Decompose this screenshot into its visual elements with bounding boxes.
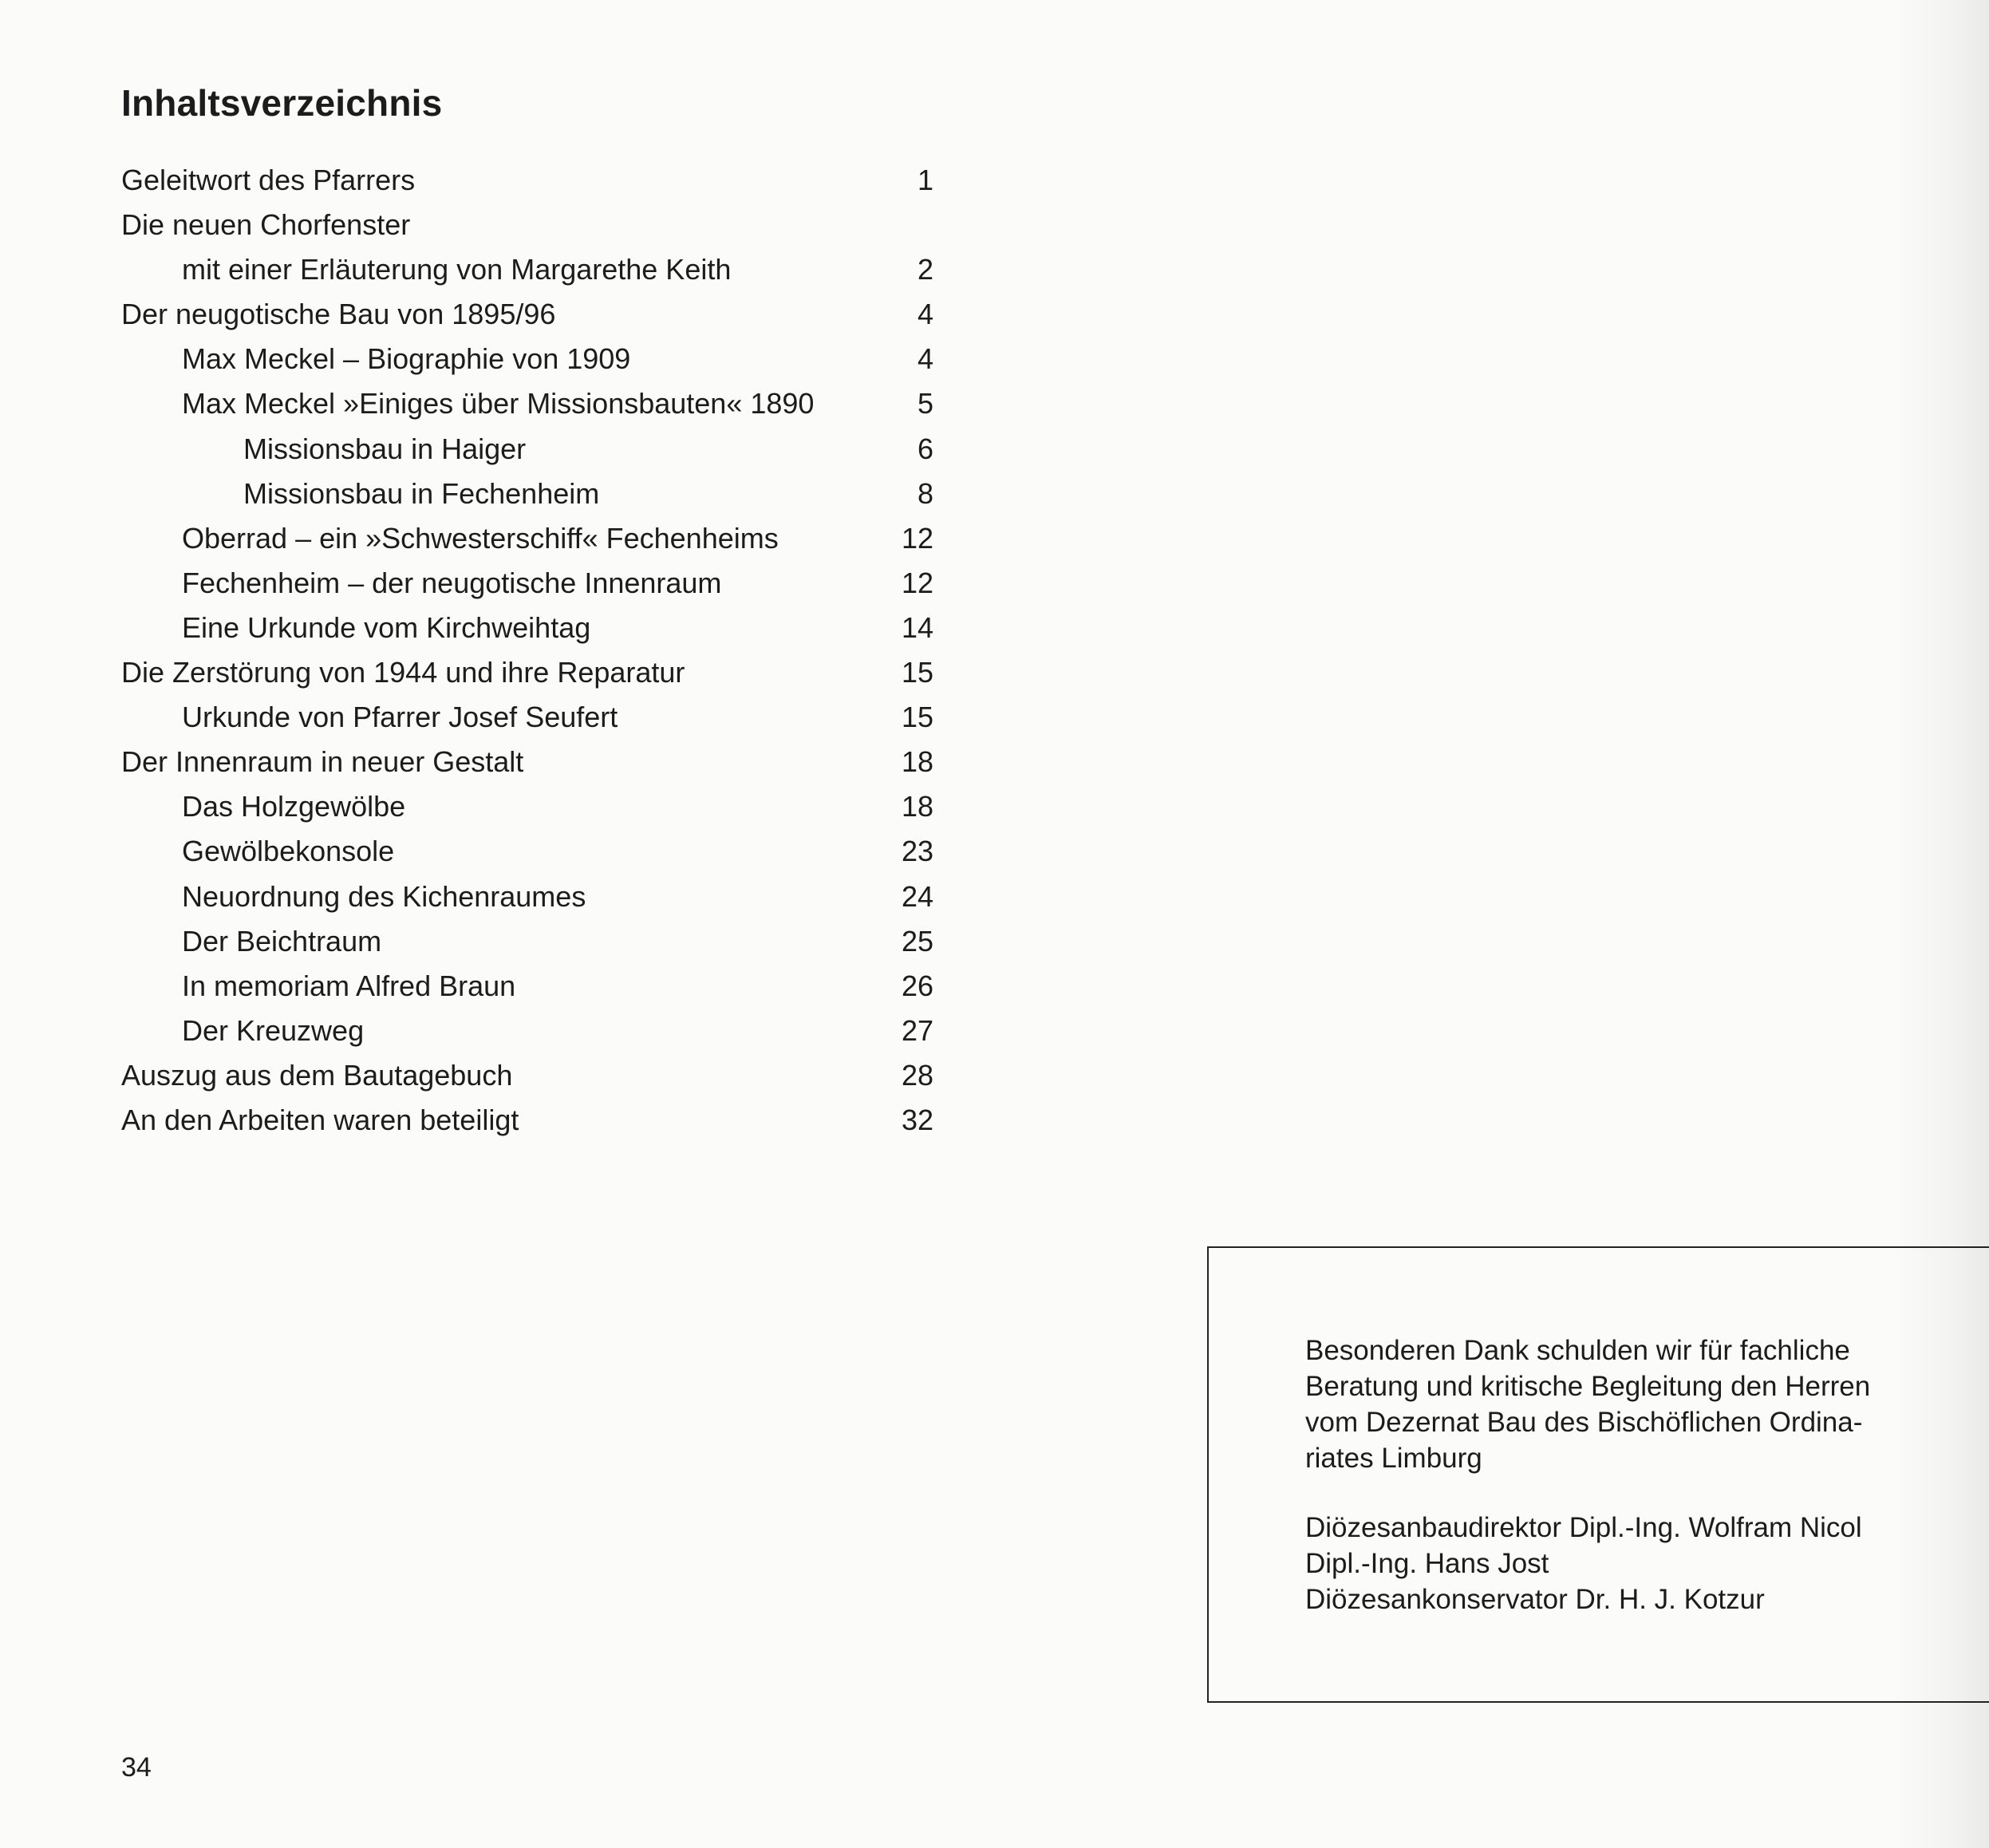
toc-entry bbox=[121, 427, 933, 472]
toc-entry bbox=[121, 516, 933, 561]
toc-entry bbox=[121, 740, 933, 784]
toc-entry-text: In memoriam Alfred Braun bbox=[182, 969, 516, 1002]
toc-entry-text: Die neuen Chorfenster bbox=[121, 208, 411, 242]
toc-entry-text: Neuordnung des Kichenraumes bbox=[182, 879, 586, 913]
toc-entry-page: 8 bbox=[917, 476, 933, 510]
toc-entry-page: 18 bbox=[901, 745, 933, 779]
toc-entry bbox=[121, 472, 933, 516]
acknowledgement-name: Diözesanbaudirektor Dipl.-Ing. Wolfram Nicol bbox=[1305, 1512, 1862, 1543]
toc-entry-page: 18 bbox=[901, 790, 933, 823]
toc-entry-text: Urkunde von Pfarrer Josef Seufert bbox=[182, 701, 618, 734]
toc-entry-text: Der Beichtraum bbox=[182, 924, 382, 958]
toc-entry bbox=[121, 784, 933, 829]
toc-entry bbox=[121, 964, 933, 1009]
acknowledgement-name: Diözesankonservator Dr. H. J. Kotzur bbox=[1305, 1584, 1765, 1615]
toc-entry-page: 14 bbox=[901, 610, 933, 644]
toc-entry bbox=[121, 1009, 933, 1053]
toc-entry bbox=[121, 203, 933, 247]
toc-list bbox=[121, 158, 933, 1143]
toc-entry-page: 1 bbox=[917, 164, 933, 196]
toc-entry-text: Geleitwort des Pfarrers bbox=[121, 164, 416, 196]
toc-entry-page: 4 bbox=[917, 298, 933, 331]
page-number: 34 bbox=[121, 1752, 152, 1783]
toc-entry bbox=[121, 292, 933, 337]
toc-entry-text: Max Meckel – Biographie von 1909 bbox=[182, 342, 631, 376]
toc-entry-page: 26 bbox=[901, 969, 933, 1002]
toc-entry-text: Gewölbekonsole bbox=[182, 835, 395, 868]
toc-entry-text: Eine Urkunde vom Kirchweihtag bbox=[182, 610, 591, 644]
toc-entry-page: 4 bbox=[917, 342, 933, 376]
toc-title: Inhaltsverzeichnis bbox=[121, 82, 443, 124]
toc-entry-text: Der Innenraum in neuer Gestalt bbox=[121, 745, 524, 779]
acknowledgement-name: Dipl.-Ing. Hans Jost bbox=[1305, 1548, 1549, 1579]
toc-entry bbox=[121, 1053, 933, 1098]
toc-entry bbox=[121, 381, 933, 426]
acknowledgement-text bbox=[1305, 1333, 1912, 1476]
toc-entry-page: 32 bbox=[901, 1103, 933, 1136]
toc-entry-page: 5 bbox=[917, 387, 933, 421]
toc-entry bbox=[121, 650, 933, 695]
toc-entry-page: 27 bbox=[901, 1013, 933, 1047]
toc-entry bbox=[121, 829, 933, 874]
toc-entry-page: 28 bbox=[901, 1058, 933, 1092]
toc-entry-page: 6 bbox=[917, 432, 933, 465]
toc-entry-text: Der neugotische Bau von 1895/96 bbox=[121, 298, 556, 331]
toc-entry bbox=[121, 561, 933, 606]
toc-entry-text: Oberrad – ein »Schwesterschiff« Fechenheims bbox=[182, 521, 779, 555]
toc-entry-page: 12 bbox=[901, 566, 933, 599]
toc-entry-page: 23 bbox=[901, 835, 933, 868]
toc-entry-text: An den Arbeiten waren beteiligt bbox=[121, 1103, 519, 1136]
acknowledgement-line: Beratung und kritische Begleitung den Herren bbox=[1305, 1371, 1871, 1402]
toc-entry-text: mit einer Erläuterung von Margarethe Keith bbox=[182, 253, 732, 286]
toc-entry bbox=[121, 247, 933, 292]
acknowledgement-line: riates Limburg bbox=[1305, 1443, 1482, 1474]
acknowledgement-line: vom Dezernat Bau des Bischöflichen Ordina- bbox=[1305, 1407, 1863, 1438]
toc-entry-page: 25 bbox=[901, 924, 933, 958]
acknowledgement-names bbox=[1305, 1510, 1944, 1617]
toc-entry-text: Auszug aus dem Bautagebuch bbox=[121, 1058, 513, 1092]
toc-entry bbox=[121, 337, 933, 381]
toc-entry bbox=[121, 158, 933, 203]
toc-entry bbox=[121, 695, 933, 740]
toc-entry-page: 24 bbox=[901, 879, 933, 913]
toc-entry-page: 2 bbox=[917, 253, 933, 286]
toc-entry bbox=[121, 875, 933, 919]
toc-entry-text: Max Meckel »Einiges über Missionsbauten« 1890 bbox=[182, 387, 815, 421]
toc-entry bbox=[121, 606, 933, 650]
toc-entry-text: Der Kreuzweg bbox=[182, 1013, 365, 1047]
acknowledgement-line: Besonderen Dank schulden wir für fachliche bbox=[1305, 1335, 1850, 1366]
toc-entry-text: Das Holzgewölbe bbox=[182, 790, 406, 823]
toc-entry-text: Fechenheim – der neugotische Innenraum bbox=[182, 566, 722, 599]
toc-entry-text: Die Zerstörung von 1944 und ihre Reparatur bbox=[121, 656, 685, 689]
toc-entry-page: 15 bbox=[901, 701, 933, 734]
toc-entry-text: Missionsbau in Haiger bbox=[243, 432, 527, 465]
toc-entry bbox=[121, 1098, 933, 1143]
toc-entry-page: 15 bbox=[901, 656, 933, 689]
toc-entry bbox=[121, 919, 933, 964]
toc-entry-text: Missionsbau in Fechenheim bbox=[243, 476, 600, 510]
toc-entry-page: 12 bbox=[901, 521, 933, 555]
